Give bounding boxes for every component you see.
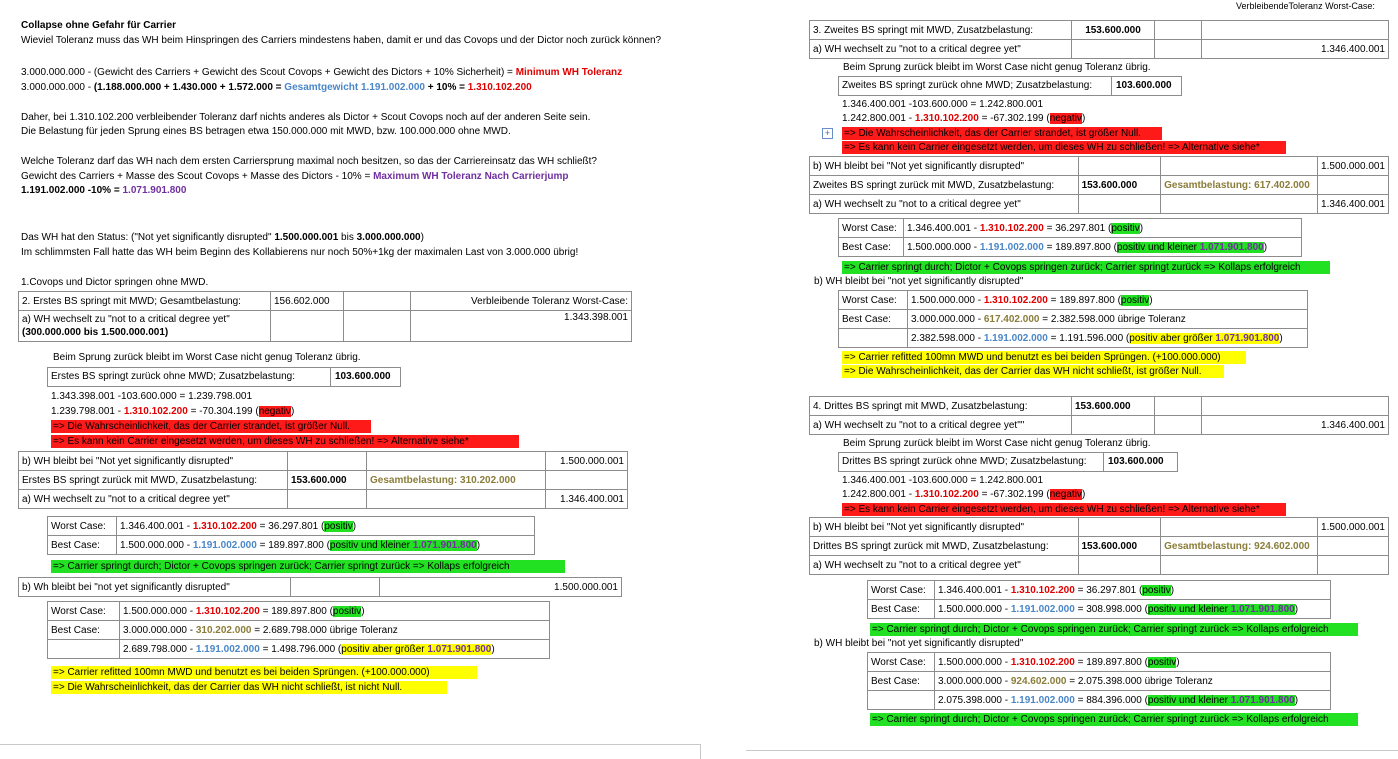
best-case-label: Best Case: xyxy=(839,238,904,257)
branch-a-label: a) WH wechselt zu "not to a critical degree yet" xyxy=(19,490,288,509)
negativ-badge: negativ xyxy=(1049,489,1082,500)
min-tolerance-value: 1.310.102.200 xyxy=(467,82,532,93)
bc-a: 3.000.000.000 - xyxy=(938,675,1011,687)
back-mwd-value: 153.600.000 xyxy=(288,471,367,490)
expand-icon[interactable]: + xyxy=(822,128,833,139)
branch-a-tolerance: 1.346.400.001 xyxy=(1318,195,1389,214)
case-table-2 xyxy=(47,601,550,659)
formula-line-1 xyxy=(21,66,622,79)
back-mwd-value: 153.600.000 xyxy=(1078,176,1161,195)
branch-a-label: a) WH wechselt zu "not to a critical degree yet" xyxy=(810,556,1079,575)
calc-2-close: ) xyxy=(290,406,295,417)
positiv-badge: positiv xyxy=(1111,222,1140,234)
bc-load: 924.602.000 xyxy=(1010,675,1067,687)
welche-2-text: Gewicht des Carriers + Masse des Scout Covops + Masse des Dictors - 10% = xyxy=(21,171,374,182)
back-mwd-label: Erstes BS springt zurück mit MWD, Zusatzbelastung: xyxy=(19,471,288,490)
bc-load: 617.402.000 xyxy=(983,313,1040,325)
calc-line-41: 1.346.400.001 -103.600.000 = 1.242.800.001 xyxy=(842,475,1044,486)
case-table-3 xyxy=(838,218,1302,257)
step-3-table xyxy=(809,20,1389,59)
red-warning-2: => Es kann kein Carrier eingesetzt werden, um dieses WH zu schließen! => Alternative siehe* xyxy=(842,141,1286,154)
step-2-status-text: a) WH wechselt zu "not to a critical degree yet" xyxy=(22,314,230,325)
warning-text: Beim Sprung zurück bleibt im Worst Case nicht genug Toleranz übrig. xyxy=(53,352,361,363)
back-mwd-label: Zweites BS springt zurück mit MWD, Zusatzbelastung: xyxy=(810,176,1079,195)
branch-b2-label: b) Wh bleibt bei "not yet significantly disrupted" xyxy=(19,578,291,597)
bc2-kleiner: positiv und kleiner xyxy=(1147,694,1231,706)
positiv-groesser-badge xyxy=(1129,333,1279,344)
best-case-calc xyxy=(935,672,1331,691)
wc-min: 1.310.102.200 xyxy=(195,605,260,617)
positiv-kleiner-badge xyxy=(1148,695,1295,706)
step-4-status: a) WH wechselt zu "not to a critical degree yet"" xyxy=(810,416,1072,435)
formula-2-start: 3.000.000.000 - xyxy=(21,82,94,93)
best-case-calc xyxy=(904,238,1302,257)
bc-close: ) xyxy=(1263,241,1268,253)
best-case-label: Best Case: xyxy=(868,600,935,619)
positiv-badge: positiv xyxy=(1120,294,1150,306)
worst-case-calc xyxy=(120,602,550,621)
branch-b-tolerance: 1.500.000.001 xyxy=(1318,518,1389,537)
bc-kleiner: positiv und kleiner xyxy=(1147,603,1231,615)
step-2-tolerance: 1.343.398.001 xyxy=(411,311,632,342)
total-weight: Gesamtgewicht 1.191.002.000 xyxy=(284,82,425,93)
bc2-close: ) xyxy=(1279,332,1283,344)
welche-3-weight: 1.191.002.000 xyxy=(21,185,85,196)
bc2-weight: 1.191.002.000 xyxy=(195,643,260,655)
wc-result: = 189.897.800 ( xyxy=(1047,294,1121,306)
status-1-text: Das WH hat den Status: ("Not yet significantly disrupted" xyxy=(21,232,275,243)
back-jump-label: Erstes BS springt zurück ohne MWD; Zusatzbelastung: xyxy=(51,371,295,382)
top-right-label: VerbleibendeToleranz Worst-Case: xyxy=(1236,1,1375,11)
red-warning-4: => Es kann kein Carrier eingesetzt werden, um dieses WH zu schließen! => Alternative siehe* xyxy=(842,503,1286,516)
step-4-empty-2 xyxy=(1202,397,1389,416)
positiv-groesser-badge xyxy=(341,644,491,655)
worst-case-calc xyxy=(935,581,1331,600)
daher-line-1: Daher, bei 1.310.102.200 verbleibender Toleranz darf nichts anderes als Dictor + Scout Covops noch auf der anderen Seite sein. xyxy=(21,112,591,123)
best-case-calc-2 xyxy=(908,329,1308,348)
bc2-max: 1.071.901.800 xyxy=(1215,332,1280,344)
step-2-empty-3 xyxy=(344,311,411,342)
best-case-calc xyxy=(120,621,550,640)
best-case-calc xyxy=(935,600,1331,619)
bc2-groesser: positiv aber größer xyxy=(341,643,428,655)
branch-b-empty-2 xyxy=(1161,157,1318,176)
bc-result: = 189.897.800 ( xyxy=(1043,241,1117,253)
calc-42-close: ) xyxy=(1081,489,1086,500)
step-2-tolerance-label: Verbleibende Toleranz Worst-Case: xyxy=(411,292,632,311)
wc-close: ) xyxy=(1176,656,1180,668)
bc-weight: 1.191.002.000 xyxy=(192,539,257,551)
branch-b-empty-1 xyxy=(1078,518,1161,537)
step-4-load: 153.600.000 xyxy=(1072,397,1155,416)
status-1-bis: bis xyxy=(338,232,357,243)
bc2-max: 1.071.901.800 xyxy=(1230,694,1295,706)
calc-line-2 xyxy=(842,112,1085,125)
wc-a: 1.500.000.000 - xyxy=(911,294,984,306)
step-3-empty-4 xyxy=(1155,40,1202,59)
positiv-badge: positiv xyxy=(332,605,362,617)
back-jump-label: Zweites BS springt zurück ohne MWD; Zusatzbelastung: xyxy=(842,80,1093,91)
wc-a: 1.346.400.001 - xyxy=(907,222,980,234)
back-jump-box xyxy=(47,367,401,387)
step-4-empty-4 xyxy=(1155,416,1202,435)
back-mwd-value: 153.600.000 xyxy=(1078,537,1161,556)
calc-line-1: 1.346.400.001 -103.600.000 = 1.242.800.001 xyxy=(842,99,1044,110)
yellow-note-1: => Carrier refitted 100mn MWD und benutzt es bei beiden Sprüngen. (+100.000.000) xyxy=(842,351,1246,364)
wc-close: ) xyxy=(1149,294,1153,306)
branch-b-table xyxy=(18,451,628,509)
formula-line-2 xyxy=(21,81,532,94)
wc-result: = 36.297.801 ( xyxy=(256,520,325,532)
bc-remaining: = 2.689.798.000 übrige Toleranz xyxy=(251,624,398,636)
status-1-close: ) xyxy=(420,232,424,243)
best-case-calc-2 xyxy=(120,640,550,659)
bc-weight: 1.191.002.000 xyxy=(979,241,1044,253)
step-2-empty-2 xyxy=(271,311,344,342)
bc2-weight: 1.191.002.000 xyxy=(1010,694,1075,706)
step-4-tolerance: 1.346.400.001 xyxy=(1202,416,1389,435)
bc-close: ) xyxy=(1294,603,1299,615)
bc-kleiner: positiv und kleiner xyxy=(329,539,413,551)
step-4-label: 4. Drittes BS springt mit MWD, Zusatzbelastung: xyxy=(810,397,1072,416)
branch-b-empty-2 xyxy=(367,452,546,471)
back-mwd-empty xyxy=(546,471,628,490)
branch-a-empty-2 xyxy=(1161,556,1318,575)
red-warning-2: => Es kann kein Carrier eingesetzt werden, um dieses WH zu schließen! => Alternative siehe* xyxy=(51,435,519,448)
formula-2-plus: + 10% = xyxy=(424,82,468,93)
branch-a-label: a) WH wechselt zu "not to a critical degree yet" xyxy=(810,195,1079,214)
back-mwd-label: Drittes BS springt zurück mit MWD, Zusatzbelastung: xyxy=(810,537,1079,556)
step-2-status xyxy=(19,311,271,342)
branch-a-empty-3 xyxy=(1318,556,1389,575)
step-3-empty xyxy=(1155,21,1202,40)
branch-a-empty-1 xyxy=(1078,556,1161,575)
min-tolerance-label: Minimum WH Toleranz xyxy=(515,67,623,78)
calc-42-min: 1.310.102.200 xyxy=(914,489,979,500)
step-2-empty xyxy=(344,292,411,311)
back-jump-value: 103.600.000 xyxy=(330,368,391,386)
back-jump-box-4 xyxy=(838,452,1178,472)
bc-load: 310.202.000 xyxy=(195,624,252,636)
bc2-weight: 1.191.002.000 xyxy=(983,332,1048,344)
bc-a: 1.500.000.000 - xyxy=(120,539,193,551)
bc-a: 1.500.000.000 - xyxy=(907,241,980,253)
wc-close: ) xyxy=(1170,584,1175,596)
positiv-badge: positiv xyxy=(1142,584,1171,596)
calc-42-a: 1.242.800.001 - xyxy=(842,489,915,500)
warning-text-4: Beim Sprung zurück bleibt im Worst Case nicht genug Toleranz übrig. xyxy=(843,438,1151,449)
formula-1-text: 3.000.000.000 - (Gewicht des Carriers + Gewicht des Scout Covops + Gewicht des Dictors + 10% Sicherheit) = xyxy=(21,67,516,78)
bc-a: 1.500.000.000 - xyxy=(938,603,1011,615)
green-result-5: => Carrier springt durch; Dictor + Covops springen zurück; Carrier springt zurück => Kollaps erfolgreich xyxy=(870,713,1358,726)
branch-a-tolerance: 1.346.400.001 xyxy=(546,490,628,509)
branch-b-empty-2 xyxy=(1161,518,1318,537)
bc2-a: 2.689.798.000 - xyxy=(123,643,196,655)
branch-b-label: b) WH bleibt bei "Not yet significantly disrupted" xyxy=(19,452,288,471)
bc2-result: = 1.191.596.000 ( xyxy=(1047,332,1130,344)
welche-line-3 xyxy=(21,184,186,197)
yellow-note-1: => Carrier refitted 100mn MWD und benutzt es bei beiden Sprüngen. (+100.000.000) xyxy=(51,666,477,679)
branch-b2-tolerance: 1.500.000.001 xyxy=(380,578,622,597)
positiv-badge: positiv xyxy=(324,520,353,532)
worst-case-calc xyxy=(117,517,535,536)
branch-a-empty-2 xyxy=(1161,195,1318,214)
branch-b-empty-1 xyxy=(1078,157,1161,176)
worst-case-label: Worst Case: xyxy=(868,653,935,672)
wc-min: 1.310.102.200 xyxy=(1010,584,1075,596)
back-jump-value: 103.600.000 xyxy=(1111,77,1172,95)
best-case-calc xyxy=(117,536,535,555)
best-case-empty xyxy=(48,640,120,659)
worst-case-label: Worst Case: xyxy=(48,602,120,621)
back-mwd-empty xyxy=(1318,176,1389,195)
branch-a-empty-1 xyxy=(1078,195,1161,214)
calc-2-min: 1.310.102.200 xyxy=(123,406,188,417)
wc-min: 1.310.102.200 xyxy=(979,222,1044,234)
bc-a: 3.000.000.000 - xyxy=(123,624,196,636)
wc-a: 1.346.400.001 - xyxy=(120,520,193,532)
branch-b4-label: b) WH bleibt bei "not yet significantly disrupted" xyxy=(814,638,1024,649)
step-2-label: 2. Erstes BS springt mit MWD; Gesamtbelastung: xyxy=(19,292,271,311)
worst-case-calc xyxy=(935,653,1331,672)
branch-b2-empty xyxy=(291,578,380,597)
welche-3-minus: -10% = xyxy=(84,185,123,196)
negativ-badge: negativ xyxy=(258,406,291,417)
branch-b-empty-1 xyxy=(288,452,367,471)
bc-max: 1.071.901.800 xyxy=(412,539,477,551)
welche-line-1: Welche Toleranz darf das WH nach dem ersten Carriersprung maximal noch besitzen, so das der Carriereinsatz das WH schließt? xyxy=(21,156,597,167)
bc-result: = 189.897.800 ( xyxy=(256,539,330,551)
back-jump-box xyxy=(838,76,1182,96)
branch-b4-table xyxy=(809,517,1389,575)
bc2-a: 2.382.598.000 - xyxy=(911,332,984,344)
total-load: Gesamtbelastung: 310.202.000 xyxy=(367,471,546,490)
branch-b-table xyxy=(809,156,1389,214)
positiv-badge: positiv xyxy=(1147,656,1177,668)
bc-remaining: = 2.382.598.000 übrige Toleranz xyxy=(1039,313,1186,325)
case-table-1 xyxy=(47,516,535,555)
calc-2-min: 1.310.102.200 xyxy=(914,113,979,124)
calc-2-result: = -70.304.199 ( xyxy=(187,406,259,417)
worst-case-label: Worst Case: xyxy=(839,219,904,238)
best-case-calc-2 xyxy=(935,691,1331,710)
page-title: Collapse ohne Gefahr für Carrier xyxy=(21,20,177,31)
wc-min: 1.310.102.200 xyxy=(192,520,257,532)
wc-min: 1.310.102.200 xyxy=(1010,656,1075,668)
wc-min: 1.310.102.200 xyxy=(983,294,1048,306)
bc2-result: = 884.396.000 ( xyxy=(1074,694,1148,706)
branch-a-empty-2 xyxy=(367,490,546,509)
worst-case-calc xyxy=(908,291,1308,310)
positiv-kleiner-badge xyxy=(1148,604,1295,615)
total-load: Gesamtbelastung: 924.602.000 xyxy=(1161,537,1318,556)
wc-a: 1.500.000.000 - xyxy=(938,656,1011,668)
status-1-to: 3.000.000.000 xyxy=(356,232,421,243)
step-3-empty-3 xyxy=(1072,40,1155,59)
branch-b2-label: b) WH bleibt bei "not yet significantly disrupted" xyxy=(814,276,1024,287)
step-3-load: 153.600.000 xyxy=(1072,21,1155,40)
calc-2-close: ) xyxy=(1081,113,1086,124)
wc-a: 1.346.400.001 - xyxy=(938,584,1011,596)
daher-line-2: Die Belastung für jeden Sprung eines BS betragen etwa 150.000.000 mit MWD, bzw. 100.000.000 ohne MWD. xyxy=(21,126,511,137)
step-4-empty xyxy=(1155,397,1202,416)
bc2-close: ) xyxy=(1294,694,1299,706)
wc-close: ) xyxy=(361,605,365,617)
bc-kleiner: positiv und kleiner xyxy=(1116,241,1200,253)
yellow-note-2: => Die Wahrscheinlichkeit, das der Carrier das WH nicht schließt, ist größer Null. xyxy=(842,365,1224,378)
warning-text: Beim Sprung zurück bleibt im Worst Case nicht genug Toleranz übrig. xyxy=(843,62,1151,73)
calc-line-2 xyxy=(51,405,294,418)
step-4-empty-3 xyxy=(1072,416,1155,435)
worst-case-calc xyxy=(904,219,1302,238)
case-table-4 xyxy=(838,290,1308,348)
branch-b2-table xyxy=(18,577,622,597)
case-table-5 xyxy=(867,580,1331,619)
best-case-label: Best Case: xyxy=(839,310,908,329)
wc-result: = 36.297.801 ( xyxy=(1074,584,1143,596)
step-2-status-range: (300.000.000 bis 1.500.000.001) xyxy=(22,327,169,338)
red-warning-1: => Die Wahrscheinlichkeit, das der Carrier strandet, ist größer Null. xyxy=(51,420,371,433)
formula-2-sum: (1.188.000.000 + 1.430.000 + 1.572.000 = xyxy=(93,82,285,93)
step-3-status: a) WH wechselt zu "not to a critical degree yet" xyxy=(810,40,1072,59)
best-case-label: Best Case: xyxy=(48,621,120,640)
branch-b-tolerance: 1.500.000.001 xyxy=(546,452,628,471)
red-warning-1: => Die Wahrscheinlichkeit, das der Carrier strandet, ist größer Null. xyxy=(842,127,1162,140)
wc-result: = 36.297.801 ( xyxy=(1043,222,1112,234)
branch-b-tolerance: 1.500.000.001 xyxy=(1318,157,1389,176)
branch-b-label: b) WH bleibt bei "Not yet significantly disrupted" xyxy=(810,518,1079,537)
best-case-empty xyxy=(839,329,908,348)
bc-result: = 308.998.000 ( xyxy=(1074,603,1148,615)
green-result-4: => Carrier springt durch; Dictor + Covops springen zurück; Carrier springt zurück => Kollaps erfolgreich xyxy=(870,623,1358,636)
back-mwd-empty xyxy=(1318,537,1389,556)
green-result-1: => Carrier springt durch; Dictor + Covops springen zurück; Carrier springt zurück => Kollaps erfolgreich xyxy=(51,560,565,573)
question-text: Wieviel Toleranz muss das WH beim Hinspringen des Carriers mindestens haben, damit er und das Covops und der Dictor noch zurück können? xyxy=(21,35,662,46)
bc2-a: 2.075.398.000 - xyxy=(938,694,1011,706)
total-load: Gesamtbelastung: 617.402.000 xyxy=(1161,176,1318,195)
best-case-calc xyxy=(908,310,1308,329)
max-tolerance-value: 1.071.901.800 xyxy=(122,185,187,196)
step-4-table xyxy=(809,396,1389,435)
green-result-1: => Carrier springt durch; Dictor + Covops springen zurück; Carrier springt zurück => Kollaps erfolgreich xyxy=(842,261,1330,274)
bc-max: 1.071.901.800 xyxy=(1230,603,1295,615)
step-3-label: 3. Zweites BS springt mit MWD, Zusatzbelastung: xyxy=(810,21,1072,40)
step-3-tolerance: 1.346.400.001 xyxy=(1202,40,1389,59)
page-separator-left xyxy=(0,744,700,745)
page-separator-right xyxy=(746,750,1398,751)
bc2-close: ) xyxy=(491,643,495,655)
step-1-heading: 1.Covops und Dictor springen ohne MWD. xyxy=(21,277,209,288)
bc-remaining: = 2.075.398.000 übrige Toleranz xyxy=(1066,675,1213,687)
bc-max: 1.071.901.800 xyxy=(1199,241,1264,253)
best-case-label: Best Case: xyxy=(868,672,935,691)
wc-result: = 189.897.800 ( xyxy=(259,605,333,617)
back-jump-value: 103.600.000 xyxy=(1103,453,1164,471)
bc-close: ) xyxy=(476,539,481,551)
back-jump-label: Drittes BS springt zurück ohne MWD; Zusatzbelastung: xyxy=(842,456,1087,467)
calc-line-42 xyxy=(842,488,1085,501)
negativ-badge: negativ xyxy=(1049,113,1082,124)
worst-case-label: Worst Case: xyxy=(868,581,935,600)
step-3-empty-2 xyxy=(1202,21,1389,40)
step-2-table xyxy=(18,291,632,342)
page-divider xyxy=(700,744,701,759)
calc-42-result: = -67.302.199 ( xyxy=(978,489,1050,500)
best-case-empty xyxy=(868,691,935,710)
max-tolerance-label: Maximum WH Toleranz Nach Carrierjump xyxy=(373,171,569,182)
bc2-result: = 1.498.796.000 ( xyxy=(259,643,342,655)
worst-case-label: Worst Case: xyxy=(839,291,908,310)
positiv-kleiner-badge xyxy=(330,540,477,551)
step-2-load: 156.602.000 xyxy=(271,292,344,311)
wc-a: 1.500.000.000 - xyxy=(123,605,196,617)
bc-weight: 1.191.002.000 xyxy=(1010,603,1075,615)
welche-line-2 xyxy=(21,170,569,183)
wc-close: ) xyxy=(1139,222,1144,234)
status-line-2: Im schlimmsten Fall hatte das WH beim Beginn des Kollabierens nur noch 50%+1kg der maximalen Last von 3.000.000 übrig! xyxy=(21,247,579,258)
status-1-from: 1.500.000.001 xyxy=(274,232,339,243)
calc-line-1: 1.343.398.001 -103.600.000 = 1.239.798.001 xyxy=(51,391,253,402)
calc-2-result: = -67.302.199 ( xyxy=(978,113,1050,124)
positiv-kleiner-badge xyxy=(1117,242,1264,253)
bc-a: 3.000.000.000 - xyxy=(911,313,984,325)
case-table-6 xyxy=(867,652,1331,710)
wc-close: ) xyxy=(352,520,357,532)
yellow-note-2: => Die Wahrscheinlichkeit, das der Carrier das WH nicht schließt, ist nicht Null. xyxy=(51,681,447,694)
best-case-label: Best Case: xyxy=(48,536,117,555)
calc-2-a: 1.242.800.001 - xyxy=(842,113,915,124)
status-line-1 xyxy=(21,231,424,244)
wc-result: = 189.897.800 ( xyxy=(1074,656,1148,668)
worst-case-label: Worst Case: xyxy=(48,517,117,536)
branch-a-empty-1 xyxy=(288,490,367,509)
bc2-max: 1.071.901.800 xyxy=(427,643,492,655)
bc2-groesser: positiv aber größer xyxy=(1129,332,1216,344)
calc-2-a: 1.239.798.001 - xyxy=(51,406,124,417)
branch-b-label: b) WH bleibt bei "Not yet significantly disrupted" xyxy=(810,157,1079,176)
